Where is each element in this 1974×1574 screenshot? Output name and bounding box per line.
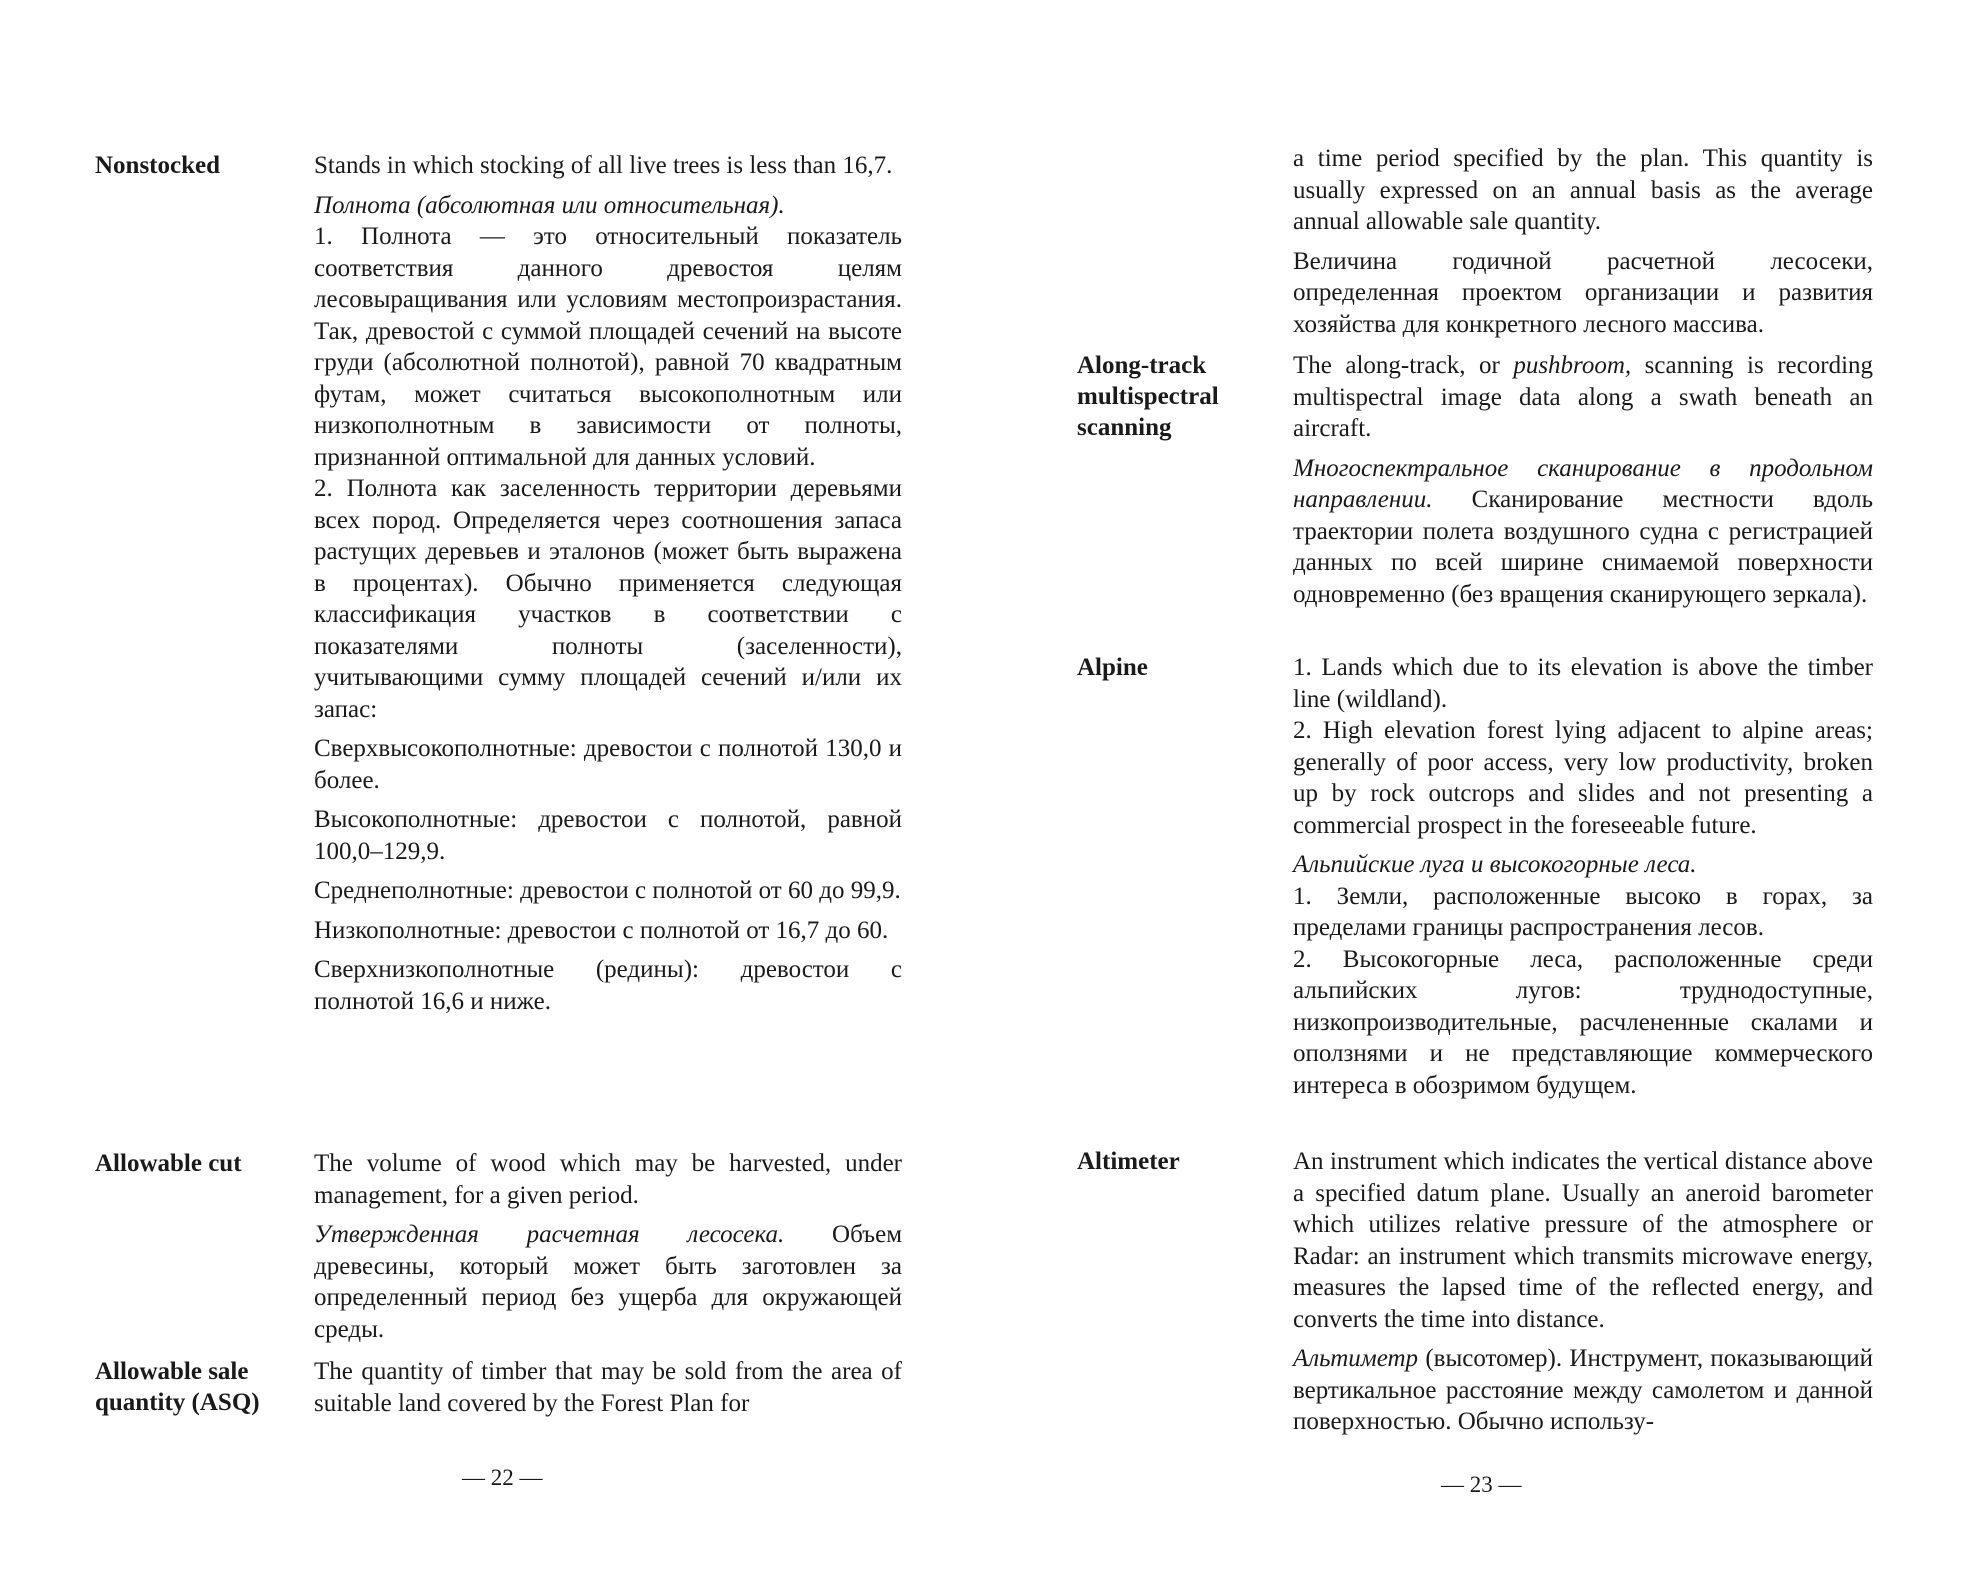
entry-definition [1293, 143, 1873, 340]
definition-ru-text: Объем древесины, который может быть заготовлен за определенный период без ущерба для окружающей среды. [314, 1221, 903, 1343]
definition-en: The quantity of timber that may be sold from the area of suitable land covered by the Forest Plan for [314, 1358, 902, 1417]
definition-en: 2. High elevation forest lying adjacent to alpine areas; generally of poor access, very low productivity, broken up by rock outcrops and slides and not presenting a commercial prospect in the foreseeable future. [1293, 717, 1873, 839]
definition-en: Stands in which stocking of all live trees is less than 16,7. [314, 152, 893, 179]
definition-ru-term: Альтиметр [1293, 1345, 1419, 1372]
entry-term: Altimeter [1077, 1148, 1180, 1175]
definition-en [1293, 350, 1873, 445]
entry-term: Allowable sale quantity (ASQ) [95, 1358, 260, 1416]
definition-en-text: scanning is recording multispectral image data along a swath beneath an aircraft. [1293, 352, 1874, 442]
entry-definition [314, 1356, 902, 1419]
definition-en: The volume of wood which may be harvested, under management, for a given period. [314, 1150, 902, 1209]
definition-ru-class: Низкополнотные: древостои с полнотой от 16,7 до 60. [314, 916, 889, 944]
right-page [987, 0, 1974, 1574]
entry-definition [1293, 350, 1873, 610]
definition-en: a time period specified by the plan. This quantity is usually expressed on an annual basis as the average annual allowable sale quantity. [1293, 145, 1873, 235]
definition-en: An instrument which indicates the vertical distance above a specified datum plane. Usually an aneroid barometer which utilizes relative pressure of the atmosphere or Radar: an instrument which transmits microwave energy, measures the lapsed time of the reflected energy, and converts the time into distance. [1293, 1148, 1873, 1333]
definition-ru [1293, 1343, 1873, 1438]
definition-ru-text: Сканирование местности вдоль траектории полета воздушного судна с регистрацией данных по всей ширине снимаемой поверхности одновременно (без вращения сканирующего зеркала). [1293, 486, 1873, 608]
entry-term: Nonstocked [95, 152, 221, 179]
definition-ru-text: 2. Полнота как заселенность территории деревьями всех пород. Определяется через соотношения запаса растущих деревьев и эталонов (может быть выражена в процентах). Обычно применяется следующая классификация участков в соответствии с показателями полноты (заселенности), учитывающими сумму площадей сечений и/или их запас: [314, 475, 902, 723]
entry-term: Alpine [1077, 654, 1148, 681]
definition-ru-class: Среднеполнотные: древостои с полнотой от 60 до 99,9. [314, 877, 901, 904]
definition-ru-term: Утвержденная расчетная лесосека. [314, 1221, 785, 1248]
definition-ru-text: (высотомер). Инструмент, показывающий вертикальное расстояние между самолетом и данной поверхностью. Обычно использу- [1293, 1345, 1874, 1435]
entry-term: Along-track multispectral scanning [1077, 352, 1219, 441]
definition-ru [314, 1219, 902, 1345]
entry-definition [314, 1148, 902, 1345]
entry-term: Allowable cut [95, 1150, 242, 1177]
definition-ru-text: 1. Полнота — это относительный показатель соответствия данного древостоя целям лесовыращивания или условиям местопроизрастания. Так, древостой с суммой площадей сечений на высоте груди (абсолютной полнотой), равной 70 квадратным футам, может считаться высокополнотным или низкополнотным в зависимости от полноты, признанной оптимальной для данных условий. [314, 223, 902, 471]
definition-ru-class: Сверхнизкополнотные (редины): древостои с полнотой 16,6 и ниже. [314, 956, 902, 1015]
definition-ru-text: 1. Земли, расположенные высоко в горах, за пределами границы распространения лесов. [1293, 882, 1873, 941]
definition-en: 1. Lands which due to its elevation is above the timber line (wildland). [1293, 654, 1873, 713]
page-number: — 23 — [1441, 1472, 1522, 1497]
definition-ru [1293, 453, 1873, 611]
definition-ru-text: 2. Высокогорные леса, расположенные среди альпийских лугов: труднодоступные, низкопроизводительные, расчлененные скалами и оползнями и не представляющие коммерческого интереса в обозримом будущем. [1293, 945, 1873, 1099]
definition-ru-class: Высокополнотные: древостои с полнотой, равной 100,0–129,9. [314, 806, 902, 865]
definition-ru-term: Многоспектральное сканирование в продольном направлении. [1293, 454, 1873, 513]
definition-en-text: The along-track, or [1293, 352, 1500, 379]
entry-definition [314, 150, 902, 1017]
definition-ru-term: Полнота (абсолютная или относительная). [314, 191, 785, 219]
definition-ru-term: Альпийские луга и высокогорные леса. [1293, 851, 1697, 878]
definition-ru: Величина годичной расчетной лесосеки, определенная проектом организации и развития хозяйства для конкретного лесного массива. [1293, 247, 1873, 338]
definition-ru-class: Сверхвысокополнотные: древостои с полнотой 130,0 и более. [314, 735, 902, 794]
page-number: — 22 — [462, 1465, 543, 1490]
entry-definition [1293, 652, 1873, 1101]
definition-en-emphasis: pushbroom, [1513, 352, 1632, 379]
entry-definition [1293, 1146, 1873, 1438]
